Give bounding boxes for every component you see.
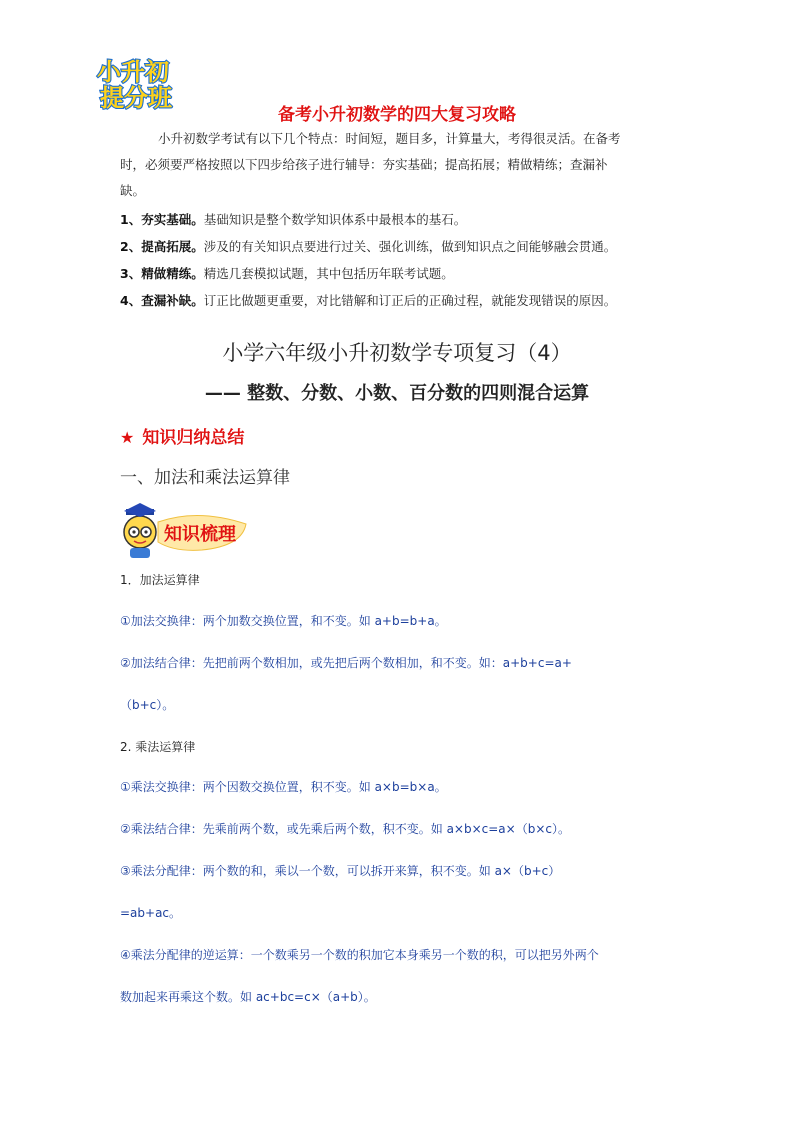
step-2 — [120, 234, 616, 260]
sub-title: —— 整数、分数、小数、百分数的四则混合运算 — [204, 383, 590, 404]
rule-mul-distributive-line-1: ③乘法分配律：两个数的和，乘以一个数，可以拆开来算，积不变。如 a×（b+c） — [120, 864, 561, 878]
logo-line-1: 小升初 — [97, 58, 169, 86]
section-heading-1: 一、加法和乘法运算律 — [120, 468, 290, 488]
star-icon: ★ — [120, 428, 135, 447]
step-1 — [120, 207, 466, 233]
main-title: 小学六年级小升初数学专项复习（4） — [222, 341, 572, 365]
section-knowledge-summary-label: 知识归纳总结 — [142, 428, 245, 448]
step-3-title: 精做精练。 — [141, 266, 204, 281]
logo-line-2: 提分班 — [100, 84, 172, 110]
rule-mul-distributive-line-2: =ab+ac。 — [120, 906, 182, 920]
section-knowledge-summary — [120, 423, 244, 448]
rule-inverse-distributive-line-1: ④乘法分配律的逆运算：一个数乘另一个数的积加它本身乘另一个数的积，可以把另外两个 — [120, 948, 599, 962]
step-1-num: 1、 — [120, 212, 142, 227]
step-1-title: 夯实基础。 — [141, 212, 204, 227]
step-4-text: 订正比做题更重要，对比错解和订正后的正确过程，就能发现错误的原因。 — [203, 293, 617, 308]
step-4-num: 4、 — [120, 293, 142, 308]
intro-line-3: 缺。 — [120, 183, 146, 198]
intro-line-1: 小升初数学考试有以下几个特点：时间短，题目多，计算量大，考得很灵活。在备考 — [158, 131, 621, 146]
step-4 — [120, 288, 616, 314]
step-3-text: 精选几套模拟试题，其中包括历年联考试题。 — [203, 266, 454, 281]
rule-inverse-distributive-line-2: 数加起来再乘这个数。如 ac+bc=c×（a+b）。 — [120, 990, 376, 1004]
rule-mul-commutative: ①乘法交换律：两个因数交换位置，积不变。如 a×b=b×a。 — [120, 780, 447, 794]
subheading-addition: 1．加法运算律 — [120, 573, 200, 587]
step-1-text: 基础知识是整个数学知识体系中最根本的基石。 — [203, 212, 467, 227]
intro-line-2: 时，必须要严格按照以下四步给孩子进行辅导：夯实基础；提高拓展；精做精练；查漏补 — [120, 157, 608, 172]
step-2-num: 2、 — [120, 239, 142, 254]
step-4-title: 查漏补缺。 — [141, 293, 204, 308]
rule-mul-associative: ②乘法结合律：先乘前两个数，或先乘后两个数，积不变。如 a×b×c=a×（b×c）。 — [120, 822, 570, 836]
step-2-text: 涉及的有关知识点要进行过关、强化训练，做到知识点之间能够融会贯通。 — [203, 239, 617, 254]
rule-add-commutative: ①加法交换律：两个加数交换位置，和不变。如 a+b=b+a。 — [120, 614, 447, 628]
knowledge-badge-label: 知识梳理 — [164, 524, 236, 545]
header-title: 备考小升初数学的四大复习攻略 — [278, 105, 516, 125]
step-3-num: 3、 — [120, 266, 142, 281]
step-3 — [120, 261, 454, 287]
subheading-multiplication: 2. 乘法运算律 — [120, 740, 196, 754]
rule-add-associative-line-1: ②加法结合律：先把前两个数相加，或先把后两个数相加，和不变。如：a+b+c=a+ — [120, 656, 572, 670]
step-2-title: 提高拓展。 — [141, 239, 204, 254]
rule-add-associative-line-2: （b+c）。 — [120, 698, 175, 712]
